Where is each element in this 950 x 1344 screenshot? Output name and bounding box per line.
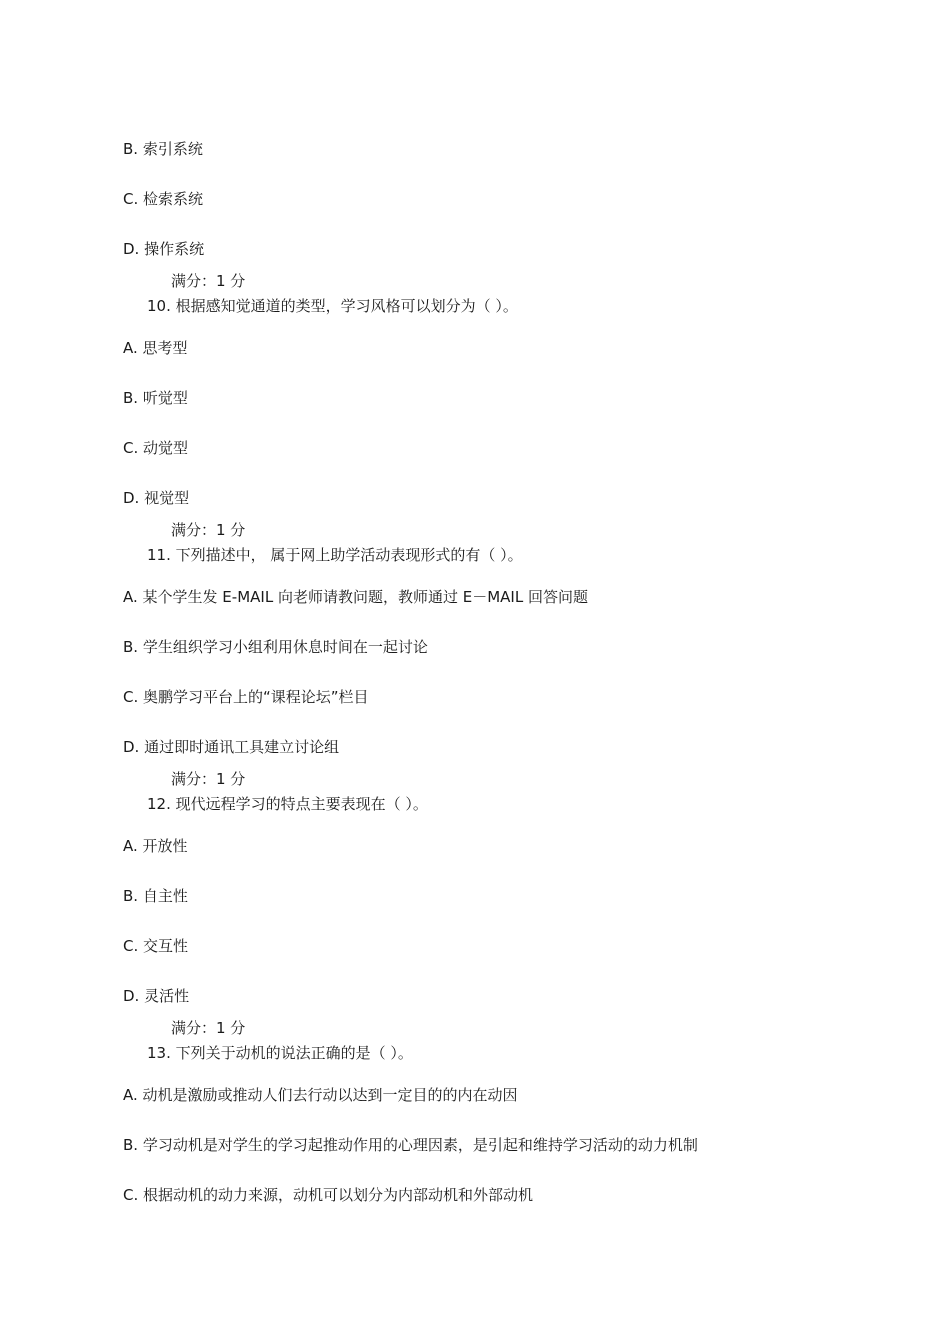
option-b: B. 学生组织学习小组利用休息时间在一起讨论 [123, 638, 428, 656]
score-label: 满分：1 分 [171, 272, 246, 290]
option-d: D. 通过即时通讯工具建立讨论组 [123, 738, 340, 756]
question-13: 13. 下列关于动机的说法正确的是（ ）。 [147, 1044, 413, 1062]
option-b: B. 听觉型 [123, 389, 188, 407]
option-c: C. 奥鹏学习平台上的“课程论坛”栏目 [123, 688, 369, 706]
option-c: C. 交互性 [123, 937, 189, 955]
option-c: C. 根据动机的动力来源，动机可以划分为内部动机和外部动机 [123, 1186, 534, 1204]
option-d: D. 视觉型 [123, 489, 190, 507]
option-c-retrieval-system: C. 检索系统 [123, 190, 204, 208]
question-10: 10. 根据感知觉通道的类型，学习风格可以划分为（ ）。 [147, 297, 518, 315]
score-label: 满分：1 分 [171, 521, 246, 539]
option-a: A. 动机是激励或推动人们去行动以达到一定目的的内在动因 [123, 1086, 518, 1104]
option-a: A. 思考型 [123, 339, 188, 357]
option-b-index-system: B. 索引系统 [123, 140, 203, 158]
question-11: 11. 下列描述中， 属于网上助学活动表现形式的有（ ）。 [147, 546, 523, 564]
score-label: 满分：1 分 [171, 1019, 246, 1037]
option-b: B. 学习动机是对学生的学习起推动作用的心理因素，是引起和维持学习活动的动力机制 [123, 1136, 698, 1154]
option-d-operating-system: D. 操作系统 [123, 240, 205, 258]
question-12: 12. 现代远程学习的特点主要表现在（ ）。 [147, 795, 428, 813]
option-d: D. 灵活性 [123, 987, 190, 1005]
option-a: A. 某个学生发 E-MAIL 向老师请教问题，教师通过 E－MAIL 回答问题 [123, 588, 588, 606]
option-b: B. 自主性 [123, 887, 188, 905]
score-label: 满分：1 分 [171, 770, 246, 788]
option-c: C. 动觉型 [123, 439, 189, 457]
option-a: A. 开放性 [123, 837, 188, 855]
